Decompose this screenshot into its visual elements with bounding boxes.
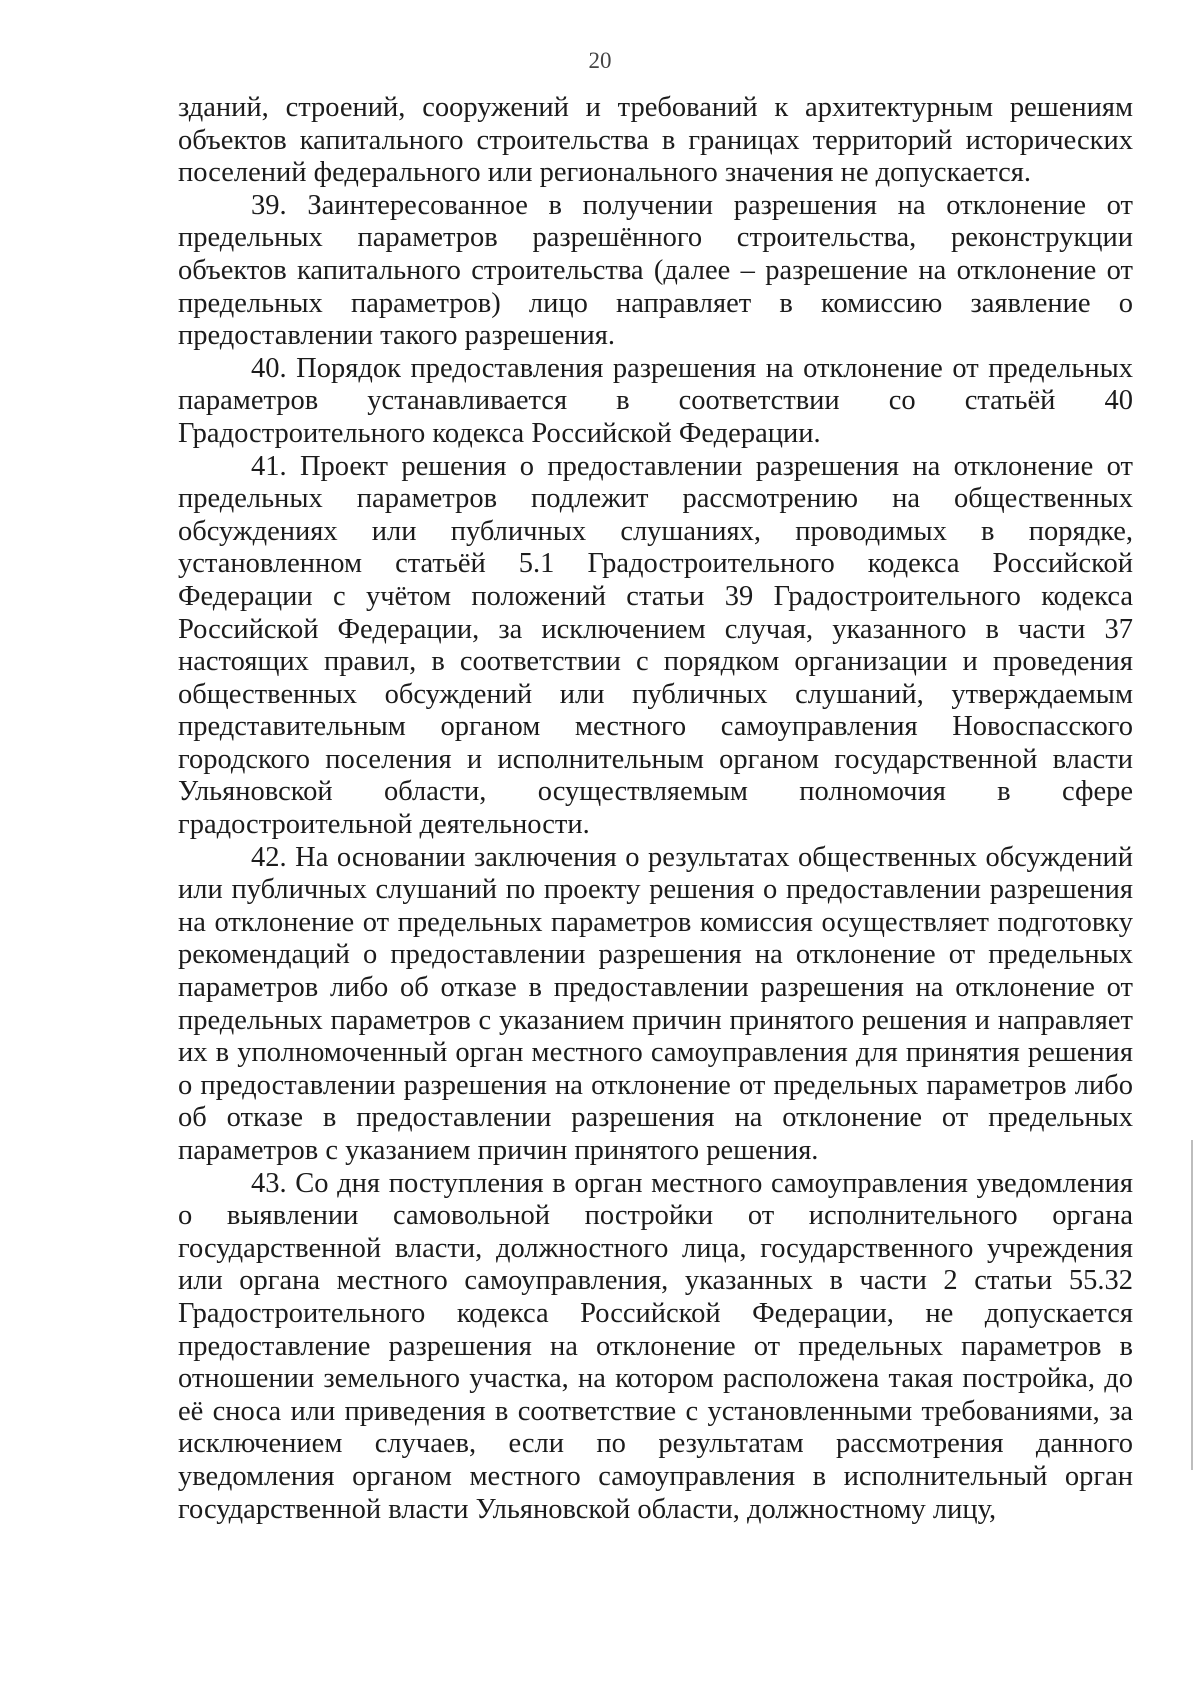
paragraph-43: 43. Со дня поступления в орган местного самоуправления уведомления о выявлении самовольной постройки от исполнительного органа государственной власти, должностного лица, государственного учреждения или органа местного самоуправления, указанных в части 2 статьи 55.32 Градостроительного кодекса Российской Федерации, не допускается предоставление разрешения на отклонение от предельных параметров в отношении земельного участка, на котором расположена такая постройка, до её сноса или приведения в соответствие с установленными требованиями, за исключением случаев, если по результатам рассмотрения данного уведомления органом местного самоуправления в исполнительный орган государственной власти Ульяновской области, должностному лицу, — [178, 1167, 1133, 1525]
document-body — [178, 92, 1133, 1526]
paragraph-41: 41. Проект решения о предоставлении разрешения на отклонение от предельных параметров подлежит рассмотрению на общественных обсуждениях или публичных слушаниях, проводимых в порядке, установленном статьёй 5.1 Градостроительного кодекса Российской Федерации с учётом положений статьи 39 Градостроительного кодекса Российской Федерации, за исключением случая, указанного в части 37 настоящих правил, в соответствии с порядком организации и проведения общественных обсуждений или публичных слушаний, утверждаемым представительным органом местного самоуправления Новоспасского городского поселения и исполнительным органом государственной власти Ульяновской области, осуществляемым полномочия в сфере градостроительной деятельности. — [178, 450, 1133, 841]
paragraph-continuation: зданий, строений, сооружений и требований к архитектурным решениям объектов капитального строительства в границах территорий исторических поселений федерального или регионального значения не допускается. — [178, 92, 1133, 189]
paragraph-42: 42. На основании заключения о результатах общественных обсуждений или публичных слушаний по проекту решения о предоставлении разрешения на отклонение от предельных параметров комиссия осуществляет подготовку рекомендаций о предоставлении разрешения на отклонение от предельных параметров либо об отказе в предоставлении разрешения на отклонение от предельных параметров с указанием причин принятого решения и направляет их в уполномоченный орган местного самоуправления для принятия решения о предоставлении разрешения на отклонение от предельных параметров либо об отказе в предоставлении разрешения на отклонение от предельных параметров с указанием причин принятого решения. — [178, 841, 1133, 1166]
paragraph-40: 40. Порядок предоставления разрешения на отклонение от предельных параметров устанавливается в соответствии со статьёй 40 Градостроительного кодекса Российской Федерации. — [178, 352, 1133, 449]
scan-edge-line — [1191, 1140, 1193, 1470]
paragraph-39: 39. Заинтересованное в получении разрешения на отклонение от предельных параметров разрешённого строительства, реконструкции объектов капитального строительства (далее – разрешение на отклонение от предельных параметров) лицо направляет в комиссию заявление о предоставлении такого разрешения. — [178, 189, 1133, 352]
page-number: 20 — [588, 48, 612, 73]
